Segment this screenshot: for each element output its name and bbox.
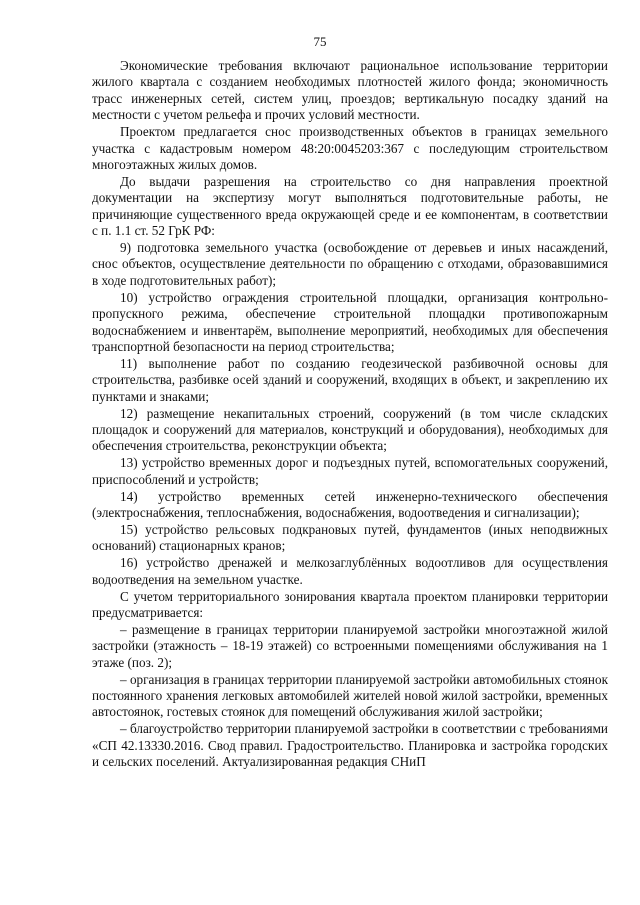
list-item-14: 14) устройство временных сетей инженерно-технического обеспечения (электроснабжения, теплоснабжения, водоснабжения, водоотведения и сигнализации); bbox=[92, 488, 608, 520]
list-item-11: 11) выполнение работ по созданию геодезической разбивочной основы для строительства, разбивке осей зданий и сооружений, входящих в объект, и закреплению их пунктами и знаками; bbox=[92, 355, 608, 404]
document-body bbox=[92, 58, 608, 770]
paragraph-economic-requirements: Экономические требования включают рациональное использование территории жилого квартала с созданием необходимых плотностей жилого фонда; экономичность трасс инженерных сетей, систем улиц, проездов; вертикальную посадку зданий на местности с учетом рельефа и прочих условий местности. bbox=[92, 58, 608, 123]
paragraph-preparatory-works: До выдачи разрешения на строительство со дня направления проектной документации на экспертизу могут выполняться подготовительные работы, не причиняющие существенного вреда окружающей среде и ее компонентам, в соответствии с п. 1.1 ст. 52 ГрК РФ: bbox=[92, 173, 608, 239]
dash-item-landscaping: – благоустройство территории планируемой застройки в соответствии с требованиями «СП 42.13330.2016. Свод правил. Градостроительство. Планировка и застройка городских и сельских поселений. Актуализированная редакция СНиП bbox=[92, 721, 608, 770]
list-item-15: 15) устройство рельсовых подкрановых путей, фундаментов (иных неподвижных оснований) стационарных кранов; bbox=[92, 521, 608, 554]
paragraph-zoning-intro: С учетом территориального зонирования квартала проектом планировки территории предусматривается: bbox=[92, 588, 608, 620]
page-number: 75 bbox=[313, 34, 327, 49]
dash-item-residential-placement: – размещение в границах территории планируемой застройки многоэтажной жилой застройки (этажность – 18-19 этажей) со встроенными помещениями обслуживания на 1 этаже (поз. 2); bbox=[92, 621, 608, 670]
list-item-12: 12) размещение некапитальных строений, сооружений (в том числе складских площадок и сооружений для материалов, конструкций и оборудования), необходимых для обеспечения строительства, реконструкции объекта; bbox=[92, 405, 608, 454]
list-item-10: 10) устройство ограждения строительной площадки, организация контрольно-пропускного режима, обеспечение строительной площадки противопожарным водоснабжением и инвентарём, выполнение мероприятий, необходимых для обеспечения транспортной безопасности на период строительства; bbox=[92, 289, 608, 354]
list-item-13: 13) устройство временных дорог и подъездных путей, вспомогательных сооружений, приспособлений и устройств; bbox=[92, 455, 608, 487]
list-item-9: 9) подготовка земельного участка (освобождение от деревьев и иных насаждений, снос объектов, осуществление деятельности по обращению с отходами, образовавшимися в ходе подготовительных работ); bbox=[92, 239, 608, 288]
paragraph-demolition-project: Проектом предлагается снос производственных объектов в границах земельного участка с кадастровым номером 48:20:0045203:367 с последующим строительством многоэтажных жилых домов. bbox=[92, 124, 608, 172]
dash-item-parking-organization: – организация в границах территории планируемой застройки автомобильных стоянок постоянного хранения легковых автомобилей жителей новой жилой застройки, временных автостоянок, гостевых стоянок для помещений обслуживания жилой застройки; bbox=[92, 671, 608, 720]
list-item-16: 16) устройство дренажей и мелкозаглублённых водоотливов для осуществления водоотведения на земельном участке. bbox=[92, 555, 608, 587]
